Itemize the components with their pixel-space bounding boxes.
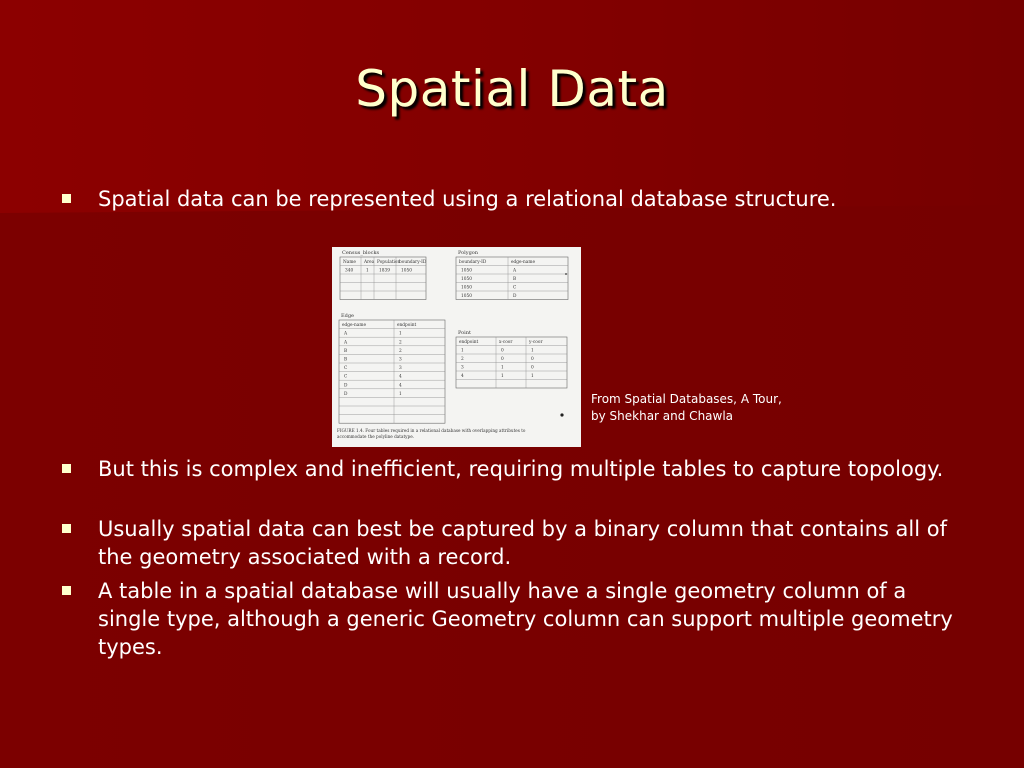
- edge-cell: A: [344, 340, 348, 346]
- edge-cell: D: [344, 383, 348, 389]
- bullet-item: [62, 577, 962, 661]
- point-cell: 1: [531, 348, 534, 354]
- figure-dot: [560, 413, 563, 416]
- census-blocks-cell: 1839: [379, 268, 390, 274]
- edge-cell: 3: [399, 357, 402, 363]
- bullet-square-icon: [62, 194, 71, 203]
- caption-line-1: From Spatial Databases, A Tour,: [591, 392, 782, 406]
- edge-cell: 4: [399, 383, 402, 389]
- polygon-cell: D: [513, 294, 517, 299]
- bullet-text: Spatial data can be represented using a relational database structure.: [98, 187, 837, 211]
- edge-cell: 3: [399, 366, 402, 372]
- edge-cell: 2: [399, 348, 402, 354]
- census-blocks-header-cell: Population: [377, 260, 401, 265]
- bullet-square-icon: [62, 524, 71, 533]
- bullet-text: But this is complex and inefficient, requiring multiple tables to capture topology.: [98, 457, 944, 481]
- edge-cell: 1: [399, 331, 402, 337]
- edge-cell: A: [344, 331, 348, 337]
- point-cell: 0: [501, 348, 504, 354]
- edge-cell: 4: [399, 374, 402, 380]
- figure-caption-line: FIGURE 1.4. Four tables required in a relational database with overlapping attributes to: [337, 428, 526, 433]
- bullet-text: Usually spatial data can best be captured by a binary column that contains all of the geometry associated with a record.: [98, 517, 948, 569]
- census-blocks-cell: 1: [366, 268, 369, 274]
- polygon-cell: C: [513, 285, 517, 291]
- bullet-text: A table in a spatial database will usually have a single geometry column of a single type, although a generic Geometry column can support multiple geometry types.: [98, 579, 953, 659]
- figure-svg: [332, 247, 581, 447]
- polygon-cell: B: [513, 277, 517, 282]
- point-cell: 1: [501, 374, 504, 379]
- figure-source-caption: [591, 391, 782, 425]
- census-blocks-header-cell: boundary-ID: [399, 260, 427, 265]
- point-header-cell: y-coor: [529, 340, 543, 345]
- polygon-header-cell: boundary-ID: [459, 260, 487, 265]
- census-blocks-header-cell: Area: [364, 260, 375, 265]
- point-header-cell: x-coor: [499, 340, 513, 345]
- point-header-cell: endpoint: [459, 340, 479, 345]
- edge-cell: 1: [399, 391, 402, 397]
- polygon-cell: 1050: [461, 277, 472, 282]
- slide-title: Spatial Data: [355, 60, 669, 118]
- bullet-square-icon: [62, 464, 71, 473]
- polygon-header-cell: edge-name: [511, 260, 535, 265]
- point-cell: 0: [531, 365, 534, 371]
- caption-line-2: by Shekhar and Chawla: [591, 409, 734, 423]
- point-cell: 1: [501, 365, 504, 371]
- figure-caption-line: accommodate the polyline datatype.: [337, 434, 415, 439]
- point-cell: 1: [531, 374, 534, 379]
- edge-title: Edge: [341, 313, 355, 319]
- point-cell: 1: [461, 348, 464, 354]
- bullet-square-icon: [62, 586, 71, 595]
- edge-cell: C: [344, 374, 348, 380]
- census-blocks-header-cell: Name: [343, 260, 356, 265]
- relational-tables-figure: [332, 247, 581, 447]
- polygon-cell: 1050: [461, 285, 472, 291]
- edge-cell: B: [344, 348, 348, 354]
- census-blocks-title: Census_blocks: [342, 250, 380, 256]
- bullet-item: [62, 455, 962, 483]
- polygon-cell: 1050: [461, 268, 472, 274]
- bullet-item: [62, 515, 962, 571]
- bullet-item: [62, 185, 962, 213]
- edge-cell: D: [344, 391, 348, 397]
- polygon-cell: A: [513, 268, 517, 274]
- point-title: Point: [458, 330, 472, 336]
- figure-mark: [565, 273, 567, 275]
- polygon-cell: 1050: [461, 294, 472, 299]
- edge-cell: 2: [399, 340, 402, 346]
- edge-cell: C: [344, 366, 348, 372]
- point-cell: 2: [461, 357, 464, 362]
- edge-cell: B: [344, 357, 348, 363]
- polygon-title: Polygon: [458, 250, 479, 256]
- edge-header-cell: edge-name: [342, 323, 366, 329]
- census-blocks-cell: 340: [345, 268, 354, 274]
- edge-header-cell: endpoint: [397, 323, 417, 329]
- point-cell: 4: [461, 374, 464, 379]
- point-cell: 0: [501, 357, 504, 362]
- point-cell: 0: [531, 357, 534, 362]
- census-blocks-cell: 1050: [401, 268, 412, 274]
- point-cell: 3: [461, 365, 464, 371]
